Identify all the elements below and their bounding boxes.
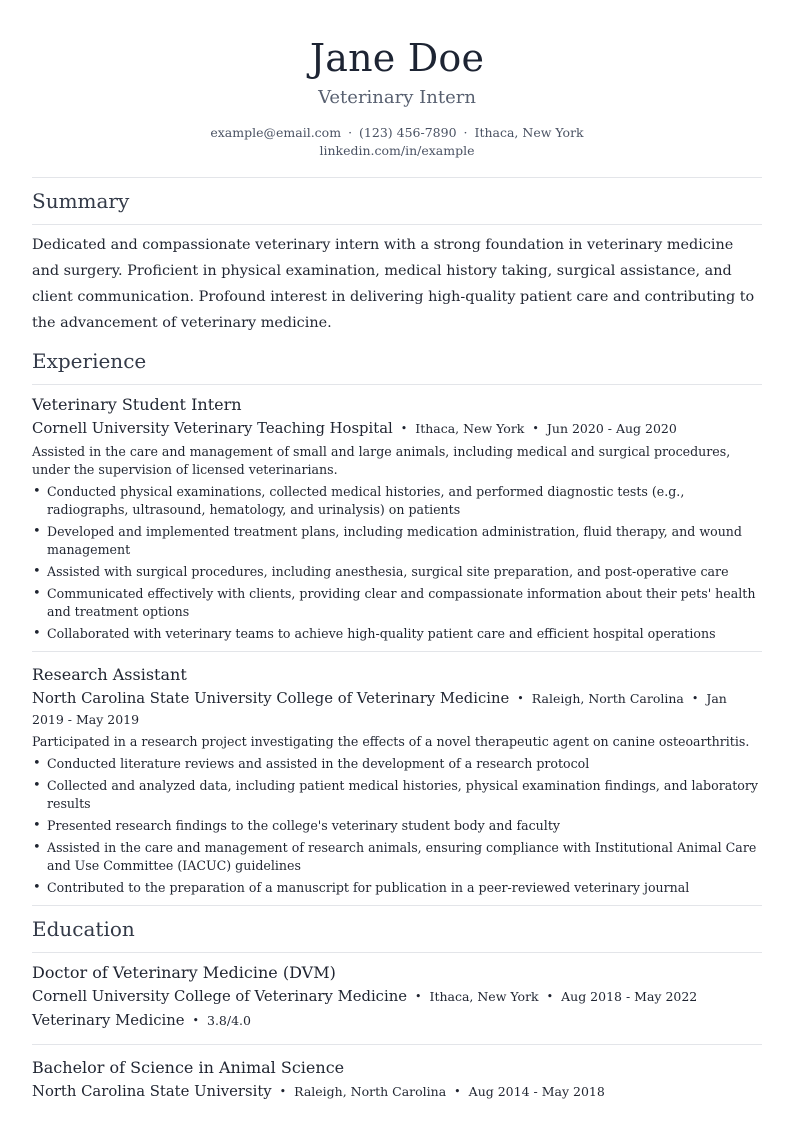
list-item: • Communicated effectively with clients, providing clear and compassionate information about their pets' health and treatment options — [32, 585, 762, 621]
bullet-separator: • — [279, 1085, 287, 1098]
degree-title: Doctor of Veterinary Medicine (DVM) — [32, 963, 336, 982]
job-description: Participated in a research project investigating the effects of a novel therapeutic agent on canine osteoarthritis. — [32, 734, 750, 749]
location-text: Ithaca, New York — [474, 125, 584, 140]
school-location: Ithaca, New York — [429, 989, 539, 1004]
education-entry — [32, 953, 762, 1045]
field-of-study: Veterinary Medicine — [32, 1012, 185, 1029]
resume-header — [32, 0, 762, 160]
section-divider — [32, 224, 762, 225]
bullet-separator: • — [400, 422, 408, 435]
education-entry — [32, 1045, 762, 1103]
experience-entry — [32, 652, 762, 906]
degree-title: Bachelor of Science in Animal Science — [32, 1058, 345, 1077]
list-item: • Contributed to the preparation of a manuscript for publication in a peer-reviewed veterinary journal — [32, 879, 762, 897]
summary-section — [32, 188, 762, 336]
list-item: • Collected and analyzed data, including patient medical histories, physical examination findings, and laboratory results — [32, 777, 762, 813]
experience-entry — [32, 385, 762, 652]
list-item: • Conducted physical examinations, collected medical histories, and performed diagnostic tests (e.g., radiographs, ultrasound, hematology, and urinalysis) on patients — [32, 483, 762, 519]
bullet-separator: • — [454, 1085, 461, 1098]
list-item: • Assisted with surgical procedures, including anesthesia, surgical site preparation, and post-operative care — [32, 563, 762, 581]
job-title: Veterinary Student Intern — [32, 395, 242, 414]
employer: North Carolina State University College of Veterinary Medicine — [32, 690, 510, 707]
linkedin-line — [32, 142, 762, 160]
candidate-title: Veterinary Intern — [318, 87, 476, 108]
job-bullets — [32, 755, 762, 897]
school-location: Raleigh, North Carolina — [294, 1084, 447, 1099]
school-name: Cornell University College of Veterinary Medicine — [32, 988, 407, 1005]
school-name: North Carolina State University — [32, 1083, 272, 1100]
gpa: 3.8/4.0 — [207, 1013, 251, 1028]
bullet-separator: • — [691, 692, 699, 705]
experience-section — [32, 348, 762, 906]
employer: Cornell University Veterinary Teaching Hospital — [32, 420, 393, 437]
education-section — [32, 916, 762, 1103]
candidate-name: Jane Doe — [309, 36, 485, 80]
list-item: • Presented research findings to the college's veterinary student body and faculty — [32, 817, 762, 835]
bullet-separator: • — [415, 990, 422, 1003]
separator: · — [463, 125, 468, 140]
phone-text: (123) 456-7890 — [359, 125, 457, 140]
job-details — [32, 419, 762, 440]
experience-heading: Experience — [32, 349, 147, 373]
list-item: • Collaborated with veterinary teams to achieve high-quality patient care and efficient hospital operations — [32, 625, 762, 643]
job-location: Raleigh, North Carolina — [531, 691, 684, 706]
list-item: • Assisted in the care and management of research animals, ensuring compliance with Institutional Animal Care and Use Committee (IACUC) guidelines — [32, 839, 762, 875]
summary-heading: Summary — [32, 189, 130, 213]
bullet-separator: • — [532, 422, 539, 435]
education-heading: Education — [32, 917, 135, 941]
email-link[interactable]: example@email.com — [210, 125, 342, 140]
header-divider — [32, 177, 762, 178]
school-dates: Aug 2014 - May 2018 — [468, 1084, 605, 1099]
job-location: Ithaca, New York — [415, 421, 525, 436]
bullet-separator: • — [192, 1014, 199, 1027]
job-dates: Jun 2020 - Aug 2020 — [546, 421, 677, 436]
job-title: Research Assistant — [32, 665, 187, 684]
job-details — [32, 689, 762, 730]
job-description: Assisted in the care and management of small and large animals, including medical and surgical procedures, under the supervision of licensed veterinarians. — [32, 444, 731, 477]
contact-line — [32, 124, 762, 142]
school-details — [32, 987, 762, 1008]
field-details — [32, 1011, 762, 1032]
bullet-separator: • — [517, 692, 524, 705]
list-item: • Conducted literature reviews and assisted in the development of a research protocol — [32, 755, 762, 773]
separator: · — [348, 125, 353, 140]
entry-divider — [32, 905, 762, 906]
job-bullets — [32, 483, 762, 643]
school-dates: Aug 2018 - May 2022 — [561, 989, 698, 1004]
school-details — [32, 1082, 762, 1103]
linkedin-link[interactable]: linkedin.com/in/example — [319, 143, 475, 158]
job-dates: Jan 2019 - May 2019 — [32, 691, 727, 727]
list-item: • Developed and implemented treatment plans, including medication administration, fluid therapy, and wound management — [32, 523, 762, 559]
summary-text: Dedicated and compassionate veterinary intern with a strong foundation in veterinary medicine and surgery. Proficient in physical examination, medical history taking, surgical assistance, and client communication. Profound interest in delivering high-quality patient care and contributing to the advancement of veterinary medicine. — [32, 237, 755, 331]
bullet-separator: • — [546, 990, 554, 1003]
